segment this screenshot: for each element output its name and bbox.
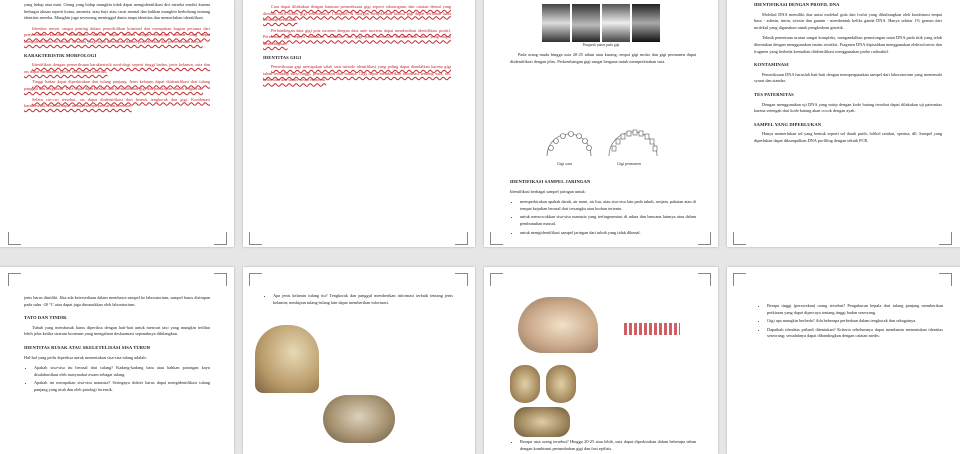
list-item: • Berapa tinggi (perawakan) orang tersebut? Pengukuran kepala dari tulang panjang memberikan perkiraan yang dapat dipercaya tentang tinggi badan seseorang. <box>767 303 943 316</box>
list-item: • untuk mencocokkan sisa-sisa manusia yang terfragmentasi di udara dan bencana lainnya atau dalam pembunuhan massal. <box>520 214 696 227</box>
pelvis-bone-photo <box>255 325 319 393</box>
spell-error: Identifikasi dengan pemeriksaan karakteristik morfologi seperti tinggi badan, jenis kelamin, usia dan ras dapat membantu proses identifikasi individu. <box>24 62 210 74</box>
page-5-text <box>24 295 210 397</box>
spell-error: Identitas meyer sangat penting dalam penyelidikan kriminal dan merupakan bagian pertama dari penyelidikan kriminal. Identifikasi individu dapat dibantu dengan beberapa metode yang dapat mengidentifikasi informasi identitas yang dapat membantu dalam penyelidikan dan pemeriksaan mayat. <box>24 25 210 44</box>
paragraph: Dengan menggunakan uji DNA yang mirip dengan kode batang tersebut dapat dilakukan uji paternitas karena setengah dari kode batang akan cocok dengan ayah. <box>754 101 942 114</box>
list-item: • Gigi apa mungkin berbeda? Ada beberapa perbedaan dalam tengkorak dan sebagainya. <box>767 318 943 325</box>
paragraph: Identifikasi berbagai sampel jaringan untuk: <box>510 188 586 194</box>
diagram-label-primary: Gigi susu <box>557 161 573 166</box>
page-7-text <box>510 439 696 454</box>
crop-mark <box>698 273 711 286</box>
list-item: • untuk mengidentifikasi sampel jaringan dari tubuh yang tidak dikenal. <box>520 230 696 237</box>
section-heading: IDENTIFIKASI DENGAN PROFIL DNA <box>754 2 840 7</box>
document-page-4 <box>727 0 960 247</box>
teeth-photo <box>542 4 570 42</box>
crop-mark <box>490 273 503 286</box>
teeth-photo <box>572 4 600 42</box>
paragraph <box>24 97 210 110</box>
bullet-list <box>757 303 943 340</box>
paragraph <box>263 4 451 24</box>
crop-mark <box>214 232 227 245</box>
section-heading: TATO DAN TINDIK <box>24 315 67 321</box>
document-page-1 <box>0 0 234 247</box>
section-heading: KONTAMINASI <box>754 62 789 68</box>
teeth-photo-figure <box>542 4 660 42</box>
handwritten-annotation <box>624 323 680 335</box>
crop-mark <box>733 273 746 286</box>
pelvis-photo <box>514 407 570 437</box>
tooth-eruption-diagram <box>539 118 664 168</box>
spell-error: Cara dapat dilakukan dengan bantuan pemeriksaan gigi seperti odontogram dan catatan dental yang dimiliki oleh dokter gigi sebelumnya. Campbell & Morgan menjelaskan bahwa gigi dapat bertahan lama terhadap kerusakan. <box>263 4 451 23</box>
crop-mark <box>8 232 21 245</box>
crop-mark <box>455 273 468 286</box>
paragraph <box>24 62 210 75</box>
document-page-6 <box>243 267 475 454</box>
paragraph <box>263 28 451 48</box>
page-2-text <box>263 4 451 88</box>
section-heading: SAMPEL YANG DIPERLUKAN <box>754 121 822 127</box>
teeth-photo <box>632 4 660 42</box>
list-item: • Apakah sisa-sisa itu berasal dari tulang? Kadang-kadang batu atau bahkan potongan kayu disalahartikan oleh masyarakat awam sebagai tulang. <box>34 365 210 378</box>
figure-caption: Pengaruh panas pada gigi <box>582 43 620 47</box>
spell-error: Selain ciri-ciri tersebut, ras dapat diidentifikasi dari bentuk tengkorak dan gigi. Kombinasi karakteristik tersebut dapat mempersempit pencarian identitas. <box>24 96 210 109</box>
document-page-7 <box>484 267 718 454</box>
section-heading: IDENTIFIKASI SAMPEL JARINGAN <box>510 179 591 184</box>
teeth-photo <box>602 4 630 42</box>
list-item: • Apakah ini merupakan sisa-sisa manusia? Seringnya dokter harus dapat mengidentifikasi tulang panjang yang utuh dan oleh patologi forensik. <box>34 380 210 393</box>
spell-error: Tinggi badan dapat diperkirakan dari tulang panjang. Jenis kelamin dapat diidentifikasi dari tulang panggul dan tengkorak. Usia dapat diperkirakan dari pertumbuhan gigi dan penutupan sutura tengkorak. <box>24 79 210 91</box>
crop-mark <box>490 232 503 245</box>
paragraph: yang hidup atau mati. Orang yang hidup mungkin tidak dapat mengidentifikasi diri mereka sendiri karena berbagai alasan seperti koma, amnesia, atau bayi atau cacat mental dan bahkan mungkin berbohong tentang identitas mereka. Mungkin juga seseorang meninggal dunia tanpa identitas dan memerlukan identifikasi. <box>24 2 210 21</box>
crop-mark <box>249 232 262 245</box>
paragraph: Teknik penentuan urutan sangat kompleks, mengandalkan pemotongan untai DNA pada titik yang telah ditentukan dengan menggunakan enzim restriksi. Fragmen DNA dipisahkan menggunakan elektroforesis dan fragmen yang berbeda kemudian diidentifikasi menggunakan probe radioaktif. <box>754 35 942 54</box>
page-8-text <box>757 303 943 343</box>
bone-photo <box>546 365 576 403</box>
bullet-list <box>510 439 696 452</box>
paragraph: jenis harus dimiliki. Jika ada ketersediaan dalam membawa sampel ke laboratorium, sampel harus disimpan pada suhu -20 °C atau dapat juga dimasukkan oleh laboratorium. <box>24 295 210 307</box>
crop-mark <box>733 232 746 245</box>
crop-mark <box>939 273 952 286</box>
crop-mark <box>8 273 21 286</box>
bullet-list <box>24 365 210 393</box>
crop-mark <box>455 232 468 245</box>
document-page-5 <box>0 267 234 454</box>
skull-profile-photo <box>518 297 598 353</box>
paragraph <box>263 64 451 84</box>
paragraph: Hanya memerlukan sel yang bentuk seperti sel darah putih, folikel rambut, sperma, dll. Sampel yang diperlukan dapat dikumpulkan DNA profiling dengan teknik PCR. <box>754 131 942 143</box>
section-heading: IDENTITAS GIGI <box>263 54 302 60</box>
crop-mark <box>214 273 227 286</box>
page-6-text <box>263 293 453 309</box>
list-item: • Berapa usia orang tersebut? Hingga 20-25 atau lebih, usia dapat diperkirakan dalam beberapa tahun dengan kombinasi pertumbuhan gigi dan fusi epifisis. <box>520 439 696 452</box>
paragraph: Molekul DNA memiliki dua untai molekul gula dan fosfat yang dihubungkan oleh kombinasi empat basa - adenin, timin, sitosin dan guanin - membentuk heliks ganda DNA. Hanya sekitar 1% genom dari molekul yang digunakan untuk pengkodean genetik. <box>754 11 942 30</box>
section-heading: TES PATERNITAS <box>754 91 794 97</box>
crop-mark <box>939 232 952 245</box>
skull-photo <box>323 395 395 443</box>
paragraph: Pemeriksaan DNA haruslah hati-hati dengan mempergunakan sampel dari laboratorium yang memenuhi syarat dan standar. <box>754 71 942 84</box>
page-3-text-top <box>510 52 696 69</box>
page-3-text-bottom <box>510 172 696 239</box>
page-1-text <box>24 2 210 114</box>
bone-photo <box>510 365 540 403</box>
section-heading: IDENTITAS RUSAK ATAU SKELETELISASI SISA TUBUH <box>24 344 151 350</box>
bullet-list <box>263 293 453 306</box>
list-item: • memperkirakan apakah darah, air mani, air liur, atau sisa-sisa lain pada tubuh, senjata, pakaian atau di tempat kejadian berasal dari tersangka atau korban tertentu. <box>520 199 696 212</box>
paragraph <box>24 26 210 46</box>
crop-mark <box>249 273 262 286</box>
page-4-text <box>754 2 942 149</box>
list-item: • Apa jenis kelamin tulang itu? Tengkorak dan panggul memberikan informasi terbaik tentang jenis kelamin; meskipun tulang-tulang lain dapat memberikan informasi. <box>273 293 453 306</box>
bullet-list <box>510 199 696 236</box>
diagram-label-permanent: Gigi permanen <box>617 161 641 166</box>
crop-mark <box>698 232 711 245</box>
paragraph: Tubuh yang membusuk harus diperiksa dengan hati-hati untuk mencari tato yang mungkin terlihat lebih jelas ketika stratum korneum yang mengalami deskuamasi sepenuhnya dihilangkan. <box>24 324 210 337</box>
spell-error: Pemeriksaan gigi merupakan salah satu metode identifikasi yang paling dapat diandalkan karena gigi tahan terhadap suhu tinggi, pembusukan dan trauma. Gigi dapat memberikan informasi tentang usia, ras, kebiasaan dan status sosial ekonomi. <box>263 64 451 83</box>
document-page-3 <box>484 0 718 247</box>
section-heading: KARAKTERISTIK MORFOLOGI <box>24 52 97 58</box>
document-page-8 <box>727 267 960 454</box>
paragraph: Pada orang muda hingga usia 20-25 tahun atau kurang, empat gigi molar dan gigi permanen dapat diidentifikasi dengan jelas. Perkembangan gigi sangat berguna untuk memperkirakan usia. <box>510 52 696 64</box>
spell-error: Perbandingan data gigi post mortem dengan data ante mortem dapat memberikan identifikasi positif. Perawatan gigi seperti tambalan, mahkota, dan gigi palsu memiliki karakteristik unik yang dapat dibandingkan. <box>263 27 451 46</box>
paragraph: Hal-hal yang perlu diperiksa untuk menentukan sisa-sisa tulang adalah: <box>24 354 147 360</box>
paragraph <box>24 79 210 92</box>
document-page-2 <box>243 0 475 247</box>
list-item: • Dapatkah identitas pribadi ditentukan? Kriteria sebelumnya dapat membantu menentukan identitas seseorang; sesudahnya dapat dibandingkan dengan catatan medis. <box>767 327 943 340</box>
